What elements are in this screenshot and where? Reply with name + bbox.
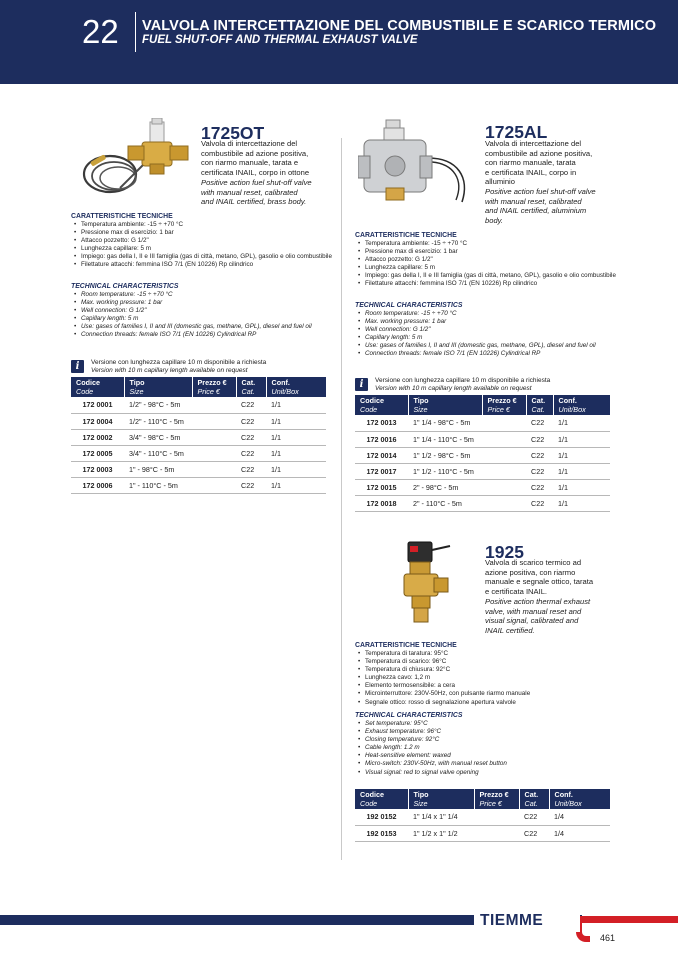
specs-heading-english: TECHNICAL CHARACTERISTICS xyxy=(355,712,463,719)
col-conf: Conf. Unit/Box xyxy=(266,377,326,397)
chapter-number: 22 xyxy=(82,13,119,50)
table-row: 172 0003 1" - 98°C - 5m C22 1/1 xyxy=(71,461,326,477)
description-line: visual signal, calibrated and xyxy=(485,616,579,625)
capillary-note xyxy=(71,359,331,375)
spec-item: • Closing temperature: 92°C xyxy=(357,736,619,744)
specs-list-english xyxy=(357,720,619,777)
description-line: combustibile ad azione positiva, xyxy=(485,148,593,158)
capillary-note xyxy=(355,377,615,393)
spec-item: • Attacco pozzetto: G 1/2" xyxy=(73,237,335,245)
brass-valve-image xyxy=(80,118,196,204)
spec-item: • Max. working pressure: 1 bar xyxy=(73,299,335,307)
specs-heading-english: TECHNICAL CHARACTERISTICS xyxy=(71,283,179,290)
specs-list-italian xyxy=(73,221,335,270)
description-line: con riarmo manuale, tarata e xyxy=(201,158,299,167)
specs-list-italian xyxy=(357,650,619,707)
description-line: Valvola di scarico termico ad xyxy=(485,558,582,567)
description-italian xyxy=(201,139,309,177)
price-table xyxy=(355,789,610,842)
page-subtitle: FUEL SHUT-OFF AND THERMAL EXHAUST VALVE xyxy=(142,34,418,46)
col-cat: Cat. Cat. xyxy=(236,377,266,397)
spec-item: • Impiego: gas della I, II e III famiglia (gas di città, metano, GPL), gasolio e olio combustibile xyxy=(357,272,619,280)
description-line: e certificata INAIL, corpo in xyxy=(485,167,577,177)
specs-heading-italian: CARATTERISTICHE TECNICHE xyxy=(355,642,457,649)
spec-item: • Impiego: gas della I, II e III famiglia (gas di città, metano, GPL), gasolio e olio combustibile xyxy=(73,253,335,261)
spec-item: • Pressione max di esercizio: 1 bar xyxy=(357,248,619,256)
specs-list-italian xyxy=(357,240,619,289)
table-row: 172 0016 1" 1/4 - 110°C - 5m C22 1/1 xyxy=(355,431,610,447)
spec-item: • Filettature attacchi: femmina ISO 7/1 (EN 10226) Rp cilindrico xyxy=(73,261,335,269)
note-text-italian: Versione con lunghezza capillare 10 m disponibile a richiesta xyxy=(375,377,551,384)
table-row: 172 0018 2" - 110°C - 5m C22 1/1 xyxy=(355,495,610,511)
spec-item: • Segnale ottico: rosso di segnalazione apertura valvole xyxy=(357,699,619,707)
table-row: 172 0001 1/2" - 98°C - 5m C22 1/1 xyxy=(71,397,326,413)
spec-item: • Filettature attacchi: femmina ISO 7/1 (EN 10226) Rp cilindrico xyxy=(357,280,619,288)
page-number: 461 xyxy=(600,933,616,943)
description-english xyxy=(201,178,312,207)
description-italian xyxy=(485,558,593,596)
spec-item: • Max. working pressure: 1 bar xyxy=(357,318,619,326)
description-italian xyxy=(485,139,592,187)
spec-item: • Connection threads: female ISO 7/1 (EN 10226) Cylindrical RP xyxy=(73,331,335,339)
description-line: and INAIL certified, aluminium xyxy=(485,206,587,215)
spec-item: • Capillary length: 5 m xyxy=(73,315,335,323)
spec-item: • Room temperature: -15 ÷ +70 °C xyxy=(73,291,335,299)
thermal-exhaust-valve-image xyxy=(392,540,468,626)
description-line: Positive action fuel shut-off valve xyxy=(201,178,312,187)
note-text-english: Version with 10 m capillary length available on request xyxy=(375,385,532,392)
price-table xyxy=(355,395,610,512)
table-row: 172 0014 1" 1/2 - 98°C - 5m C22 1/1 xyxy=(355,447,610,463)
specs-heading-italian: CARATTERISTICHE TECNICHE xyxy=(355,232,457,239)
description-line: manuale e segnale ottico, tarata xyxy=(485,577,594,586)
spec-item: • Temperatura ambiente: -15 ÷ +70 °C xyxy=(73,221,335,229)
col-price: Prezzo € Price € xyxy=(192,377,236,397)
spec-item: • Use: gases of families I, II and III (domestic gas, methane, GPL), diesel and fuel oil xyxy=(357,342,619,350)
spec-item: • Capillary length: 5 m xyxy=(357,334,619,342)
spec-item: • Well connection: G 1/2" xyxy=(357,326,619,334)
description-line: con riarmo manuale, tarata xyxy=(485,158,576,167)
description-line: Valvola di intercettazione del xyxy=(201,139,298,148)
description-line: INAIL certified. xyxy=(485,625,535,635)
spec-item: • Lunghezza capillare: 5 m xyxy=(73,245,335,253)
spec-item: • Exhaust temperature: 96°C xyxy=(357,728,619,736)
spec-item: • Visual signal: red to signal valve opening xyxy=(357,769,619,777)
spec-item: • Micro-switch: 230V-50Hz, with manual reset button xyxy=(357,760,619,768)
col-size: Tipo Size xyxy=(408,789,474,809)
table-row: 172 0005 3/4" - 110°C - 5m C22 1/1 xyxy=(71,445,326,461)
description-line: and INAIL certified, brass body. xyxy=(201,197,307,206)
table-row: 172 0015 2" - 98°C - 5m C22 1/1 xyxy=(355,479,610,495)
description-line: combustibile ad azione positiva, xyxy=(201,148,309,158)
description-line: with manual reset, calibrated xyxy=(485,196,582,206)
description-line: Positive action fuel shut-off valve xyxy=(485,187,596,196)
col-code: Codice Code xyxy=(355,789,408,809)
spec-item: • Microinterruttore: 230V-50Hz, con pulsante riarmo manuale xyxy=(357,690,619,698)
description-line: Positive action thermal exhaust xyxy=(485,597,591,606)
product-code: 1925 xyxy=(485,542,524,562)
info-icon: i xyxy=(71,360,84,373)
spec-item: • Elemento termosensibile: a cera xyxy=(357,682,619,690)
note-text-italian: Versione con lunghezza capillare 10 m disponibile a richiesta xyxy=(91,359,267,366)
note-text-english: Version with 10 m capillary length available on request xyxy=(91,367,248,374)
col-price: Prezzo € Price € xyxy=(482,395,526,415)
specs-heading-italian: CARATTERISTICHE TECNICHE xyxy=(71,213,173,220)
col-code: Codice Code xyxy=(355,395,408,415)
table-row: 192 0153 1" 1/2 x 1" 1/2 C22 1/4 xyxy=(355,825,610,841)
description-line: Valvola di intercettazione del xyxy=(485,139,582,148)
spec-item: • Temperatura di taratura: 95°C xyxy=(357,650,619,658)
spec-item: • Cable length: 1.2 m xyxy=(357,744,619,752)
description-line: body. xyxy=(485,215,504,225)
col-cat: Cat. Cat. xyxy=(519,789,549,809)
price-table xyxy=(71,377,326,494)
header-divider xyxy=(135,12,136,52)
table-row: 172 0017 1" 1/2 - 110°C - 5m C22 1/1 xyxy=(355,463,610,479)
spec-item: • Lunghezza capillare: 5 m xyxy=(357,264,619,272)
table-row: 172 0004 1/2" - 110°C - 5m C22 1/1 xyxy=(71,413,326,429)
description-line: azione positiva, con riarmo xyxy=(485,567,576,577)
specs-heading-english: TECHNICAL CHARACTERISTICS xyxy=(355,302,463,309)
spec-item: • Room temperature: -15 ÷ +70 °C xyxy=(357,310,619,318)
spec-item: • Temperatura di scarico: 96°C xyxy=(357,658,619,666)
spec-item: • Set temperature: 95°C xyxy=(357,720,619,728)
column-divider xyxy=(341,138,342,860)
spec-item: • Temperatura di chiusura: 92°C xyxy=(357,666,619,674)
page-header xyxy=(0,0,678,84)
spec-item: • Well connection: G 1/2" xyxy=(73,307,335,315)
table-row: 192 0152 1" 1/4 x 1" 1/4 C22 1/4 xyxy=(355,809,610,825)
spec-item: • Pressione max di esercizio: 1 bar xyxy=(73,229,335,237)
description-line: with manual reset, calibrated xyxy=(201,187,298,197)
specs-list-english xyxy=(357,310,619,359)
col-conf: Conf. Unit/Box xyxy=(549,789,610,809)
description-english xyxy=(485,187,596,225)
col-price: Prezzo € Price € xyxy=(474,789,519,809)
description-line: certificata INAIL, corpo in ottone xyxy=(201,167,310,177)
aluminium-valve-image xyxy=(358,118,478,210)
table-row: 172 0006 1" - 110°C - 5m C22 1/1 xyxy=(71,477,326,493)
col-size: Tipo Size xyxy=(408,395,482,415)
table-row: 172 0002 3/4" - 98°C - 5m C22 1/1 xyxy=(71,429,326,445)
col-code: Codice Code xyxy=(71,377,124,397)
description-line: alluminio xyxy=(485,177,515,186)
footer-accent xyxy=(576,916,678,923)
brand-logo: TIEMME xyxy=(480,912,544,929)
spec-item: • Use: gases of families I, II and III (domestic gas, methane, GPL), diesel and fuel oil xyxy=(73,323,335,331)
specs-list-english xyxy=(73,291,335,340)
description-english xyxy=(485,597,590,635)
spec-item: • Temperatura ambiente: -15 ÷ +70 °C xyxy=(357,240,619,248)
spec-item: • Attacco pozzetto: G 1/2" xyxy=(357,256,619,264)
product-code: 1725AL xyxy=(485,122,548,142)
description-line: valve, with manual reset and xyxy=(485,606,582,616)
col-cat: Cat. Cat. xyxy=(526,395,553,415)
table-row: 172 0013 1" 1/4 - 98°C - 5m C22 1/1 xyxy=(355,415,610,431)
product-code: 1725OT xyxy=(201,123,265,143)
spec-item: • Lunghezza cavo: 1,2 m xyxy=(357,674,619,682)
page-title: VALVOLA INTERCETTAZIONE DEL COMBUSTIBILE E SCARICO TERMICO xyxy=(142,18,657,34)
spec-item: • Heat-sensitive element: waxed xyxy=(357,752,619,760)
col-size: Tipo Size xyxy=(124,377,192,397)
description-line: e certificata INAIL. xyxy=(485,586,548,596)
info-icon: i xyxy=(355,378,368,391)
col-conf: Conf. Unit/Box xyxy=(553,395,610,415)
spec-item: • Connection threads: female ISO 7/1 (EN 10226) Cylindrical RP xyxy=(357,350,619,358)
